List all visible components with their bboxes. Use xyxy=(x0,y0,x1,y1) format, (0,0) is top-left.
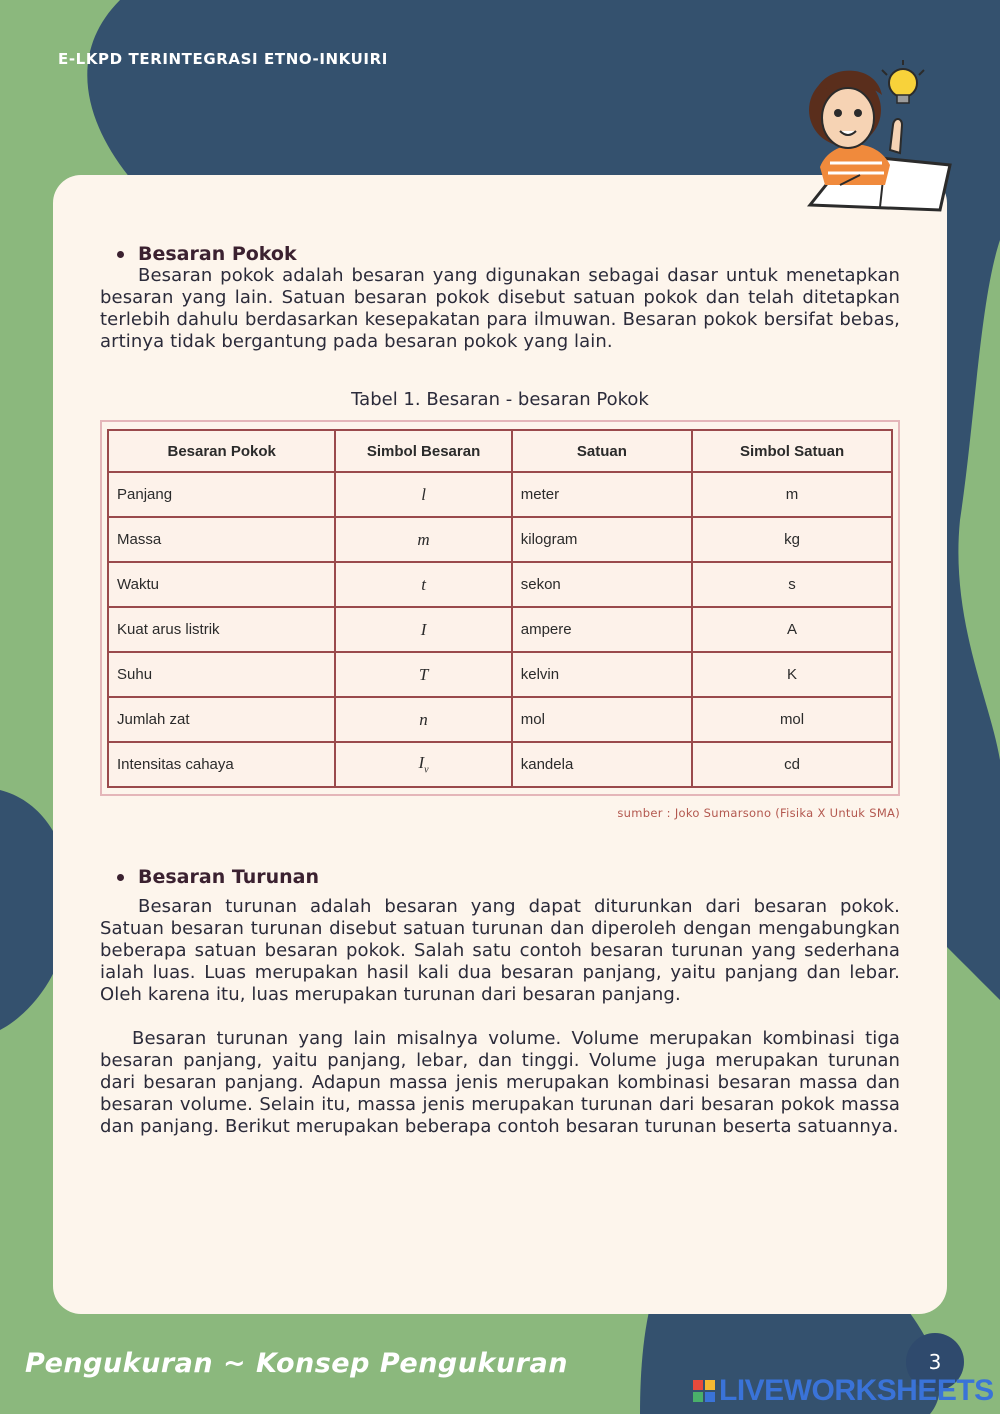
table-header-row xyxy=(108,430,892,472)
cell-satuan xyxy=(512,517,692,562)
bullet-dot-icon xyxy=(117,251,124,258)
cell-besaran xyxy=(108,652,335,697)
liveworksheets-watermark xyxy=(693,1374,994,1408)
cell-simbol-besaran xyxy=(335,517,511,562)
cell-satuan-text: kelvin xyxy=(520,666,560,683)
table-row xyxy=(108,742,892,787)
section-heading-besaran-turunan xyxy=(100,866,900,888)
table-row xyxy=(108,472,892,517)
student-mascot-icon xyxy=(790,55,960,215)
cell-simbol-besaran xyxy=(335,472,511,517)
cell-satuan-text: meter xyxy=(520,486,560,503)
table-source: sumber : Joko Sumarsono (Fisika X Untuk SMA) xyxy=(617,806,900,820)
document-header-title: E-LKPD TERINTEGRASI ETNO-INKUIRI xyxy=(58,50,388,68)
cell-simbol-besaran-text: l xyxy=(421,484,426,504)
cell-simbol-satuan xyxy=(692,607,892,652)
liveworksheets-logo-icon xyxy=(693,1380,715,1402)
column-header: Satuan xyxy=(512,430,692,472)
cell-simbol-besaran xyxy=(335,742,511,787)
cell-simbol-besaran-text: t xyxy=(421,574,426,594)
cell-besaran-text: Suhu xyxy=(117,666,153,683)
cell-simbol-satuan-text: m xyxy=(785,486,799,503)
cell-besaran-text: Massa xyxy=(117,531,162,548)
cell-satuan-text: kilogram xyxy=(520,531,578,548)
cell-satuan-text: ampere xyxy=(520,621,572,638)
besaran-pokok-table xyxy=(107,429,893,788)
watermark-text: LIVEWORKSHEETS xyxy=(719,1374,994,1407)
cell-simbol-besaran xyxy=(335,562,511,607)
cell-satuan-text: mol xyxy=(520,711,545,728)
cell-simbol-besaran-text: n xyxy=(419,709,428,729)
symbol-subscript: v xyxy=(424,764,429,776)
footer-title: Pengukuran ~ Konsep Pengukuran xyxy=(25,1348,568,1379)
cell-besaran-text: Waktu xyxy=(117,576,159,593)
cell-satuan xyxy=(512,562,692,607)
table-row xyxy=(108,607,892,652)
cell-simbol-besaran xyxy=(335,697,511,742)
cell-simbol-satuan xyxy=(692,697,892,742)
cell-simbol-satuan-text: mol xyxy=(779,711,805,728)
cell-simbol-satuan xyxy=(692,562,892,607)
table-body xyxy=(108,472,892,787)
column-header: Simbol Besaran xyxy=(335,430,511,472)
cell-simbol-besaran xyxy=(335,607,511,652)
cell-satuan xyxy=(512,652,692,697)
table-row xyxy=(108,652,892,697)
page-number-badge: 3 xyxy=(906,1333,964,1391)
cell-simbol-satuan-text: cd xyxy=(784,756,800,773)
bullet-dot-icon xyxy=(117,874,124,881)
column-header: Simbol Satuan xyxy=(692,430,892,472)
table-caption: Tabel 1. Besaran - besaran Pokok xyxy=(351,389,649,410)
cell-simbol-besaran-text: T xyxy=(418,664,429,684)
cell-besaran-text: Panjang xyxy=(117,486,173,503)
heading-text: Besaran Pokok xyxy=(138,243,297,265)
heading-text: Besaran Turunan xyxy=(138,866,320,888)
besaran-turunan-paragraph-1: Besaran turunan adalah besaran yang dapat diturunkan dari besaran pokok. Satuan besaran turunan disebut satuan turunan dan diperoleh dengan mengabungkan beberapa satuan besaran pokok. Salah satu contoh besaran turunan yang sederhana ialah luas. Luas merupakan hasil kali dua besaran panjang, yaitu panjang dan lebar. Oleh karena itu, luas merupakan turunan dari besaran panjang. xyxy=(100,896,900,1005)
cell-simbol-besaran-text: m xyxy=(417,529,430,549)
cell-besaran xyxy=(108,697,335,742)
cell-besaran xyxy=(108,742,335,787)
cell-satuan-text: sekon xyxy=(520,576,561,593)
cell-besaran-text: Kuat arus listrik xyxy=(117,621,220,638)
cell-simbol-besaran xyxy=(335,652,511,697)
column-header: Besaran Pokok xyxy=(108,430,335,472)
section-heading-besaran-pokok xyxy=(100,243,900,265)
cell-simbol-besaran-text: I xyxy=(418,753,425,773)
cell-simbol-satuan-text: K xyxy=(787,666,798,683)
cell-besaran xyxy=(108,607,335,652)
cell-simbol-satuan-text: kg xyxy=(784,531,800,548)
cell-besaran xyxy=(108,562,335,607)
cell-satuan-text: kandela xyxy=(520,756,574,773)
cell-simbol-satuan xyxy=(692,742,892,787)
cell-satuan xyxy=(512,742,692,787)
besaran-turunan-paragraph-2: Besaran turunan yang lain misalnya volume. Volume merupakan kombinasi tiga besaran panjang, yaitu panjang, lebar, dan tinggi. Volume juga merupakan turunan dari besaran panjang. Adapun massa jenis merupakan kombinasi besaran massa dan besaran volume. Selain itu, massa jenis merupakan turunan dari besaran pokok massa dan panjang. Berikut merupakan beberapa contoh besaran turunan beserta satuannya. xyxy=(100,1028,900,1137)
besaran-pokok-paragraph: Besaran pokok adalah besaran yang digunakan sebagai dasar untuk menetapkan besaran yang lain. Satuan besaran pokok disebut satuan pokok dan telah ditetapkan terlebih dahulu berdasarkan kesepakatan para ilmuwan. Besaran pokok bersifat bebas, artinya tidak bergantung pada besaran pokok yang lain. xyxy=(100,265,900,352)
table-row xyxy=(108,562,892,607)
table-frame xyxy=(100,420,900,796)
cell-satuan xyxy=(512,472,692,517)
cell-satuan xyxy=(512,607,692,652)
cell-simbol-besaran-text: I xyxy=(420,619,427,639)
table-row xyxy=(108,697,892,742)
table-row xyxy=(108,517,892,562)
cell-simbol-satuan xyxy=(692,472,892,517)
cell-simbol-satuan-text: A xyxy=(787,621,798,638)
cell-besaran xyxy=(108,517,335,562)
cell-besaran-text: Jumlah zat xyxy=(117,711,190,728)
cell-besaran-text: Intensitas cahaya xyxy=(117,756,234,773)
cell-besaran xyxy=(108,472,335,517)
cell-satuan xyxy=(512,697,692,742)
main-content xyxy=(100,243,900,1138)
cell-simbol-satuan xyxy=(692,517,892,562)
cell-simbol-satuan-text: s xyxy=(788,576,796,593)
cell-simbol-satuan xyxy=(692,652,892,697)
